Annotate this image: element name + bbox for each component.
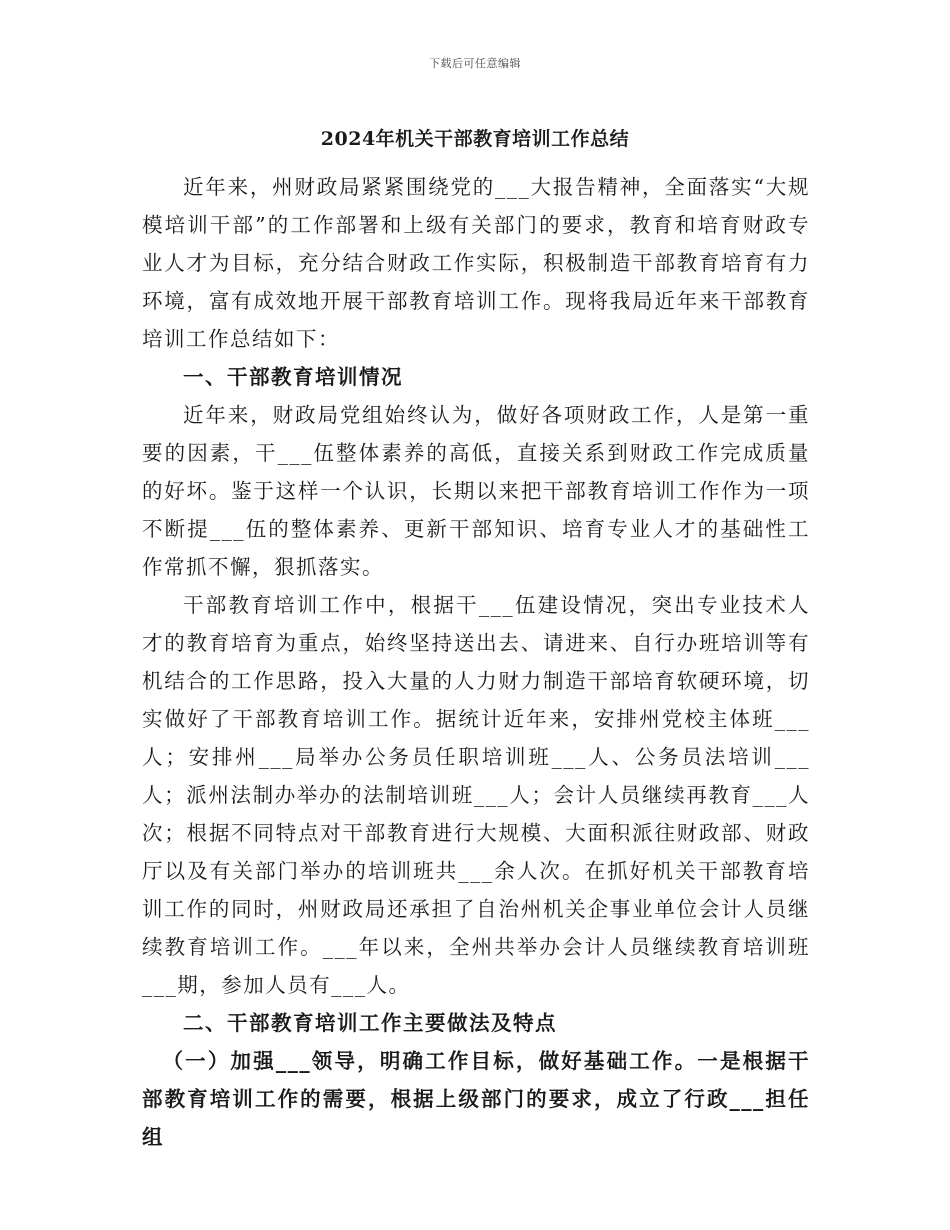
body-paragraph-2: 干部教育培训工作中，根据干___伍建设情况，突出专业技术人才的教育培育为重点，始终坚持送出去、请进来、自行办班培训等有机结合的工作思路，投入大量的人力财力制造干部培育软硬环境，切实做好了干部教育培训工作。据统计近年来，安排州党校主体班___人；安排州___局举办公务员任职培训班___人、公务员法培训___人；派州法制办举办的法制培训班___人；会计人员继续再教育___人次；根据不同特点对干部教育进行大规模、大面积派往财政部、财政厅以及有关部门举办的培训班共___余人次。在抓好机关干部教育培训工作的同时，州财政局还承担了自治州机关企事业单位会计人员继续教育培训工作。___年以来，全州共举办会计人员继续教育培训班___期，参加人员有___人。 xyxy=(142,593,810,997)
document-title: 2024年机关干部教育培训工作总结 xyxy=(320,128,630,150)
subsection-paragraph-1: （一）加强___领导，明确工作目标，做好基础工作。一是根据干部教育培训工作的需要，根据上级部门的要求，成立了行政___担任组 xyxy=(142,1049,810,1149)
section-heading-2: 二、干部教育培训工作主要做法及特点 xyxy=(183,1011,557,1035)
section-heading-1: 一、干部教育培训情况 xyxy=(183,365,403,389)
intro-paragraph: 近年来，州财政局紧紧围绕党的___大报告精神，全面落实“大规模培训干部”的工作部署和上级有关部门的要求，教育和培育财政专业人才为目标，充分结合财政工作实际，积极制造干部教育培育有力环境，富有成效地开展干部教育培训工作。现将我局近年来干部教育培训工作总结如下： xyxy=(142,175,810,351)
document-body xyxy=(142,168,810,1156)
header-note: 下载后可任意编辑 xyxy=(429,57,521,70)
body-paragraph-1: 近年来，财政局党组始终认为，做好各项财政工作，人是第一重要的因素，干___伍整体素养的高低，直接关系到财政工作完成质量的好坏。鉴于这样一个认识，长期以来把干部教育培训工作作为一项不断提___伍的整体素养、更新干部知识、培育专业人才的基础性工作常抓不懈，狠抓落实。 xyxy=(142,403,810,579)
